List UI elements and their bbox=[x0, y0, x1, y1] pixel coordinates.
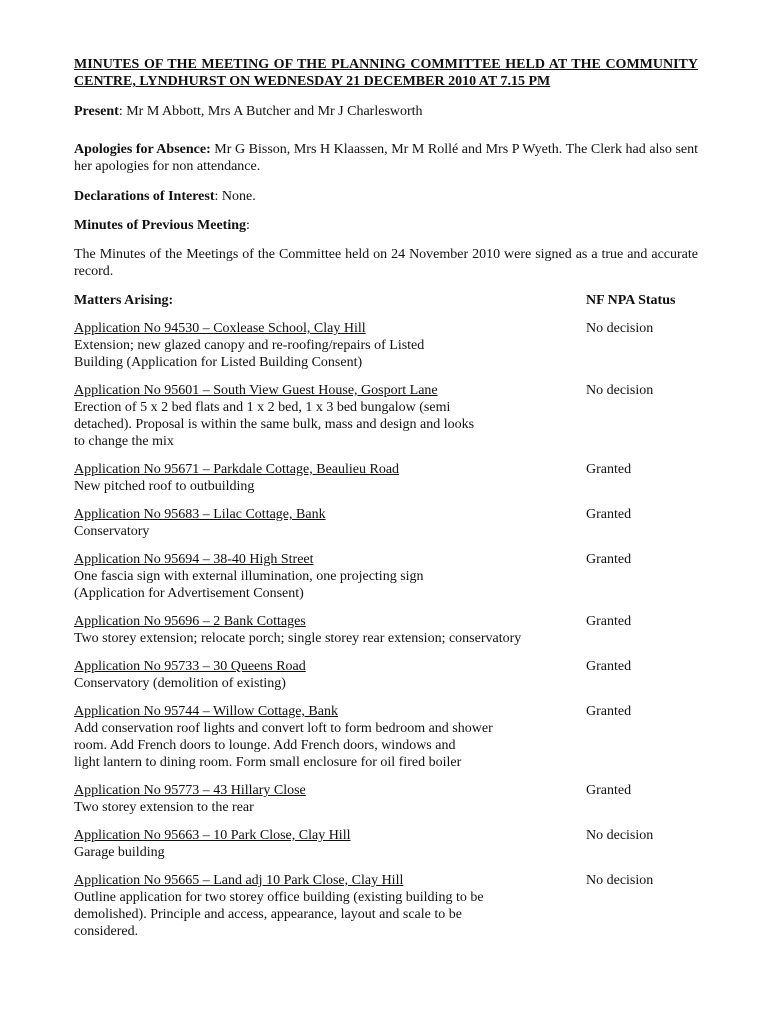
application-details bbox=[74, 320, 586, 371]
application-details bbox=[74, 872, 586, 940]
present-label: Present bbox=[74, 104, 119, 119]
application-status: Granted bbox=[586, 552, 632, 567]
apologies-paragraph bbox=[74, 141, 698, 175]
application-status: No decision bbox=[586, 873, 654, 888]
matters-arising-heading: Matters Arising: bbox=[74, 293, 174, 308]
application-status: No decision bbox=[586, 383, 654, 398]
application-title: Application No 95665 – Land adj 10 Park Close, Clay Hill bbox=[74, 873, 404, 888]
application-status: Granted bbox=[586, 462, 632, 477]
application-item bbox=[74, 551, 698, 602]
application-title: Application No 94530 – Coxlease School, Clay Hill bbox=[74, 321, 366, 336]
application-status: Granted bbox=[586, 659, 632, 674]
status-column-heading: NF NPA Status bbox=[586, 293, 676, 308]
application-details bbox=[74, 506, 586, 540]
application-title: Application No 95773 – 43 Hillary Close bbox=[74, 783, 306, 798]
application-item bbox=[74, 613, 698, 647]
present-line bbox=[74, 103, 698, 120]
application-details bbox=[74, 782, 586, 816]
application-title: Application No 95694 – 38-40 High Street bbox=[74, 552, 314, 567]
application-details bbox=[74, 658, 586, 692]
application-details bbox=[74, 461, 586, 495]
application-item bbox=[74, 382, 698, 450]
application-item bbox=[74, 827, 698, 861]
application-details bbox=[74, 382, 586, 450]
declarations-text: : None. bbox=[214, 189, 256, 204]
application-details bbox=[74, 551, 586, 602]
application-description: Outline application for two storey office building (existing building to be demolished). Principle and access, appearance, layout and scale to be considered. bbox=[74, 890, 484, 939]
application-item bbox=[74, 320, 698, 371]
minutes-previous-heading bbox=[74, 217, 698, 234]
application-title: Application No 95733 – 30 Queens Road bbox=[74, 659, 306, 674]
application-title: Application No 95601 – South View Guest House, Gosport Lane bbox=[74, 383, 438, 398]
application-title: Application No 95696 – 2 Bank Cottages bbox=[74, 614, 306, 629]
present-text: : Mr M Abbott, Mrs A Butcher and Mr J Charlesworth bbox=[118, 104, 423, 119]
minutes-previous-text: The Minutes of the Meetings of the Committee held on 24 November 2010 were signed as a true and accurate record. bbox=[74, 247, 698, 279]
application-description: New pitched roof to outbuilding bbox=[74, 479, 255, 494]
declarations-label: Declarations of Interest bbox=[74, 189, 215, 204]
application-status: Granted bbox=[586, 783, 632, 798]
application-item bbox=[74, 782, 698, 816]
application-description: One fascia sign with external illumination, one projecting sign (Application for Advertisement Consent) bbox=[74, 569, 424, 601]
application-details bbox=[74, 703, 586, 771]
application-description: Erection of 5 x 2 bed flats and 1 x 2 bed, 1 x 3 bed bungalow (semi detached). Proposal is within the same bulk, mass and design and looks to change the mix bbox=[74, 400, 475, 449]
minutes-previous-heading-text: Minutes of Previous Meeting bbox=[74, 218, 246, 233]
declarations-line bbox=[74, 188, 698, 205]
application-details bbox=[74, 613, 586, 647]
application-item bbox=[74, 703, 698, 771]
application-description: Garage building bbox=[74, 845, 165, 860]
application-description: Two storey extension; relocate porch; single storey rear extension; conservatory bbox=[74, 631, 522, 646]
application-description: Conservatory bbox=[74, 524, 150, 539]
application-details bbox=[74, 827, 586, 861]
application-description: Extension; new glazed canopy and re-roofing/repairs of Listed Building (Application for Listed Building Consent) bbox=[74, 338, 425, 370]
application-status: Granted bbox=[586, 704, 632, 719]
minutes-page bbox=[74, 56, 698, 951]
applications-list bbox=[74, 320, 698, 940]
application-description: Two storey extension to the rear bbox=[74, 800, 254, 815]
application-item bbox=[74, 872, 698, 940]
application-title: Application No 95671 – Parkdale Cottage, Beaulieu Road bbox=[74, 462, 400, 477]
application-title: Application No 95663 – 10 Park Close, Clay Hill bbox=[74, 828, 351, 843]
minutes-previous-heading-suffix: : bbox=[246, 218, 250, 233]
application-description: Add conservation roof lights and convert loft to form bedroom and shower room. Add French doors to lounge. Add French doors, windows and light lantern to dining room. Form small enclosure for oil fired boiler bbox=[74, 721, 493, 770]
application-item bbox=[74, 461, 698, 495]
application-status: Granted bbox=[586, 507, 632, 522]
application-item bbox=[74, 506, 698, 540]
matters-arising-header bbox=[74, 292, 698, 309]
application-title: Application No 95744 – Willow Cottage, Bank bbox=[74, 704, 338, 719]
application-status: No decision bbox=[586, 828, 654, 843]
application-item bbox=[74, 658, 698, 692]
application-title: Application No 95683 – Lilac Cottage, Bank bbox=[74, 507, 326, 522]
document-title: MINUTES OF THE MEETING OF THE PLANNING COMMITTEE HELD AT THE COMMUNITY CENTRE, LYNDHURST ON WEDNESDAY 21 DECEMBER 2010 AT 7.15 PM bbox=[74, 57, 698, 89]
application-status: No decision bbox=[586, 321, 654, 336]
application-status: Granted bbox=[586, 614, 632, 629]
application-description: Conservatory (demolition of existing) bbox=[74, 676, 286, 691]
apologies-label: Apologies for Absence: bbox=[74, 142, 211, 157]
apologies-text: Mr G Bisson, Mrs H Klaassen, Mr M Rollé and Mrs P Wyeth. The Clerk had also sent her apologies for non attendance. bbox=[74, 142, 698, 174]
